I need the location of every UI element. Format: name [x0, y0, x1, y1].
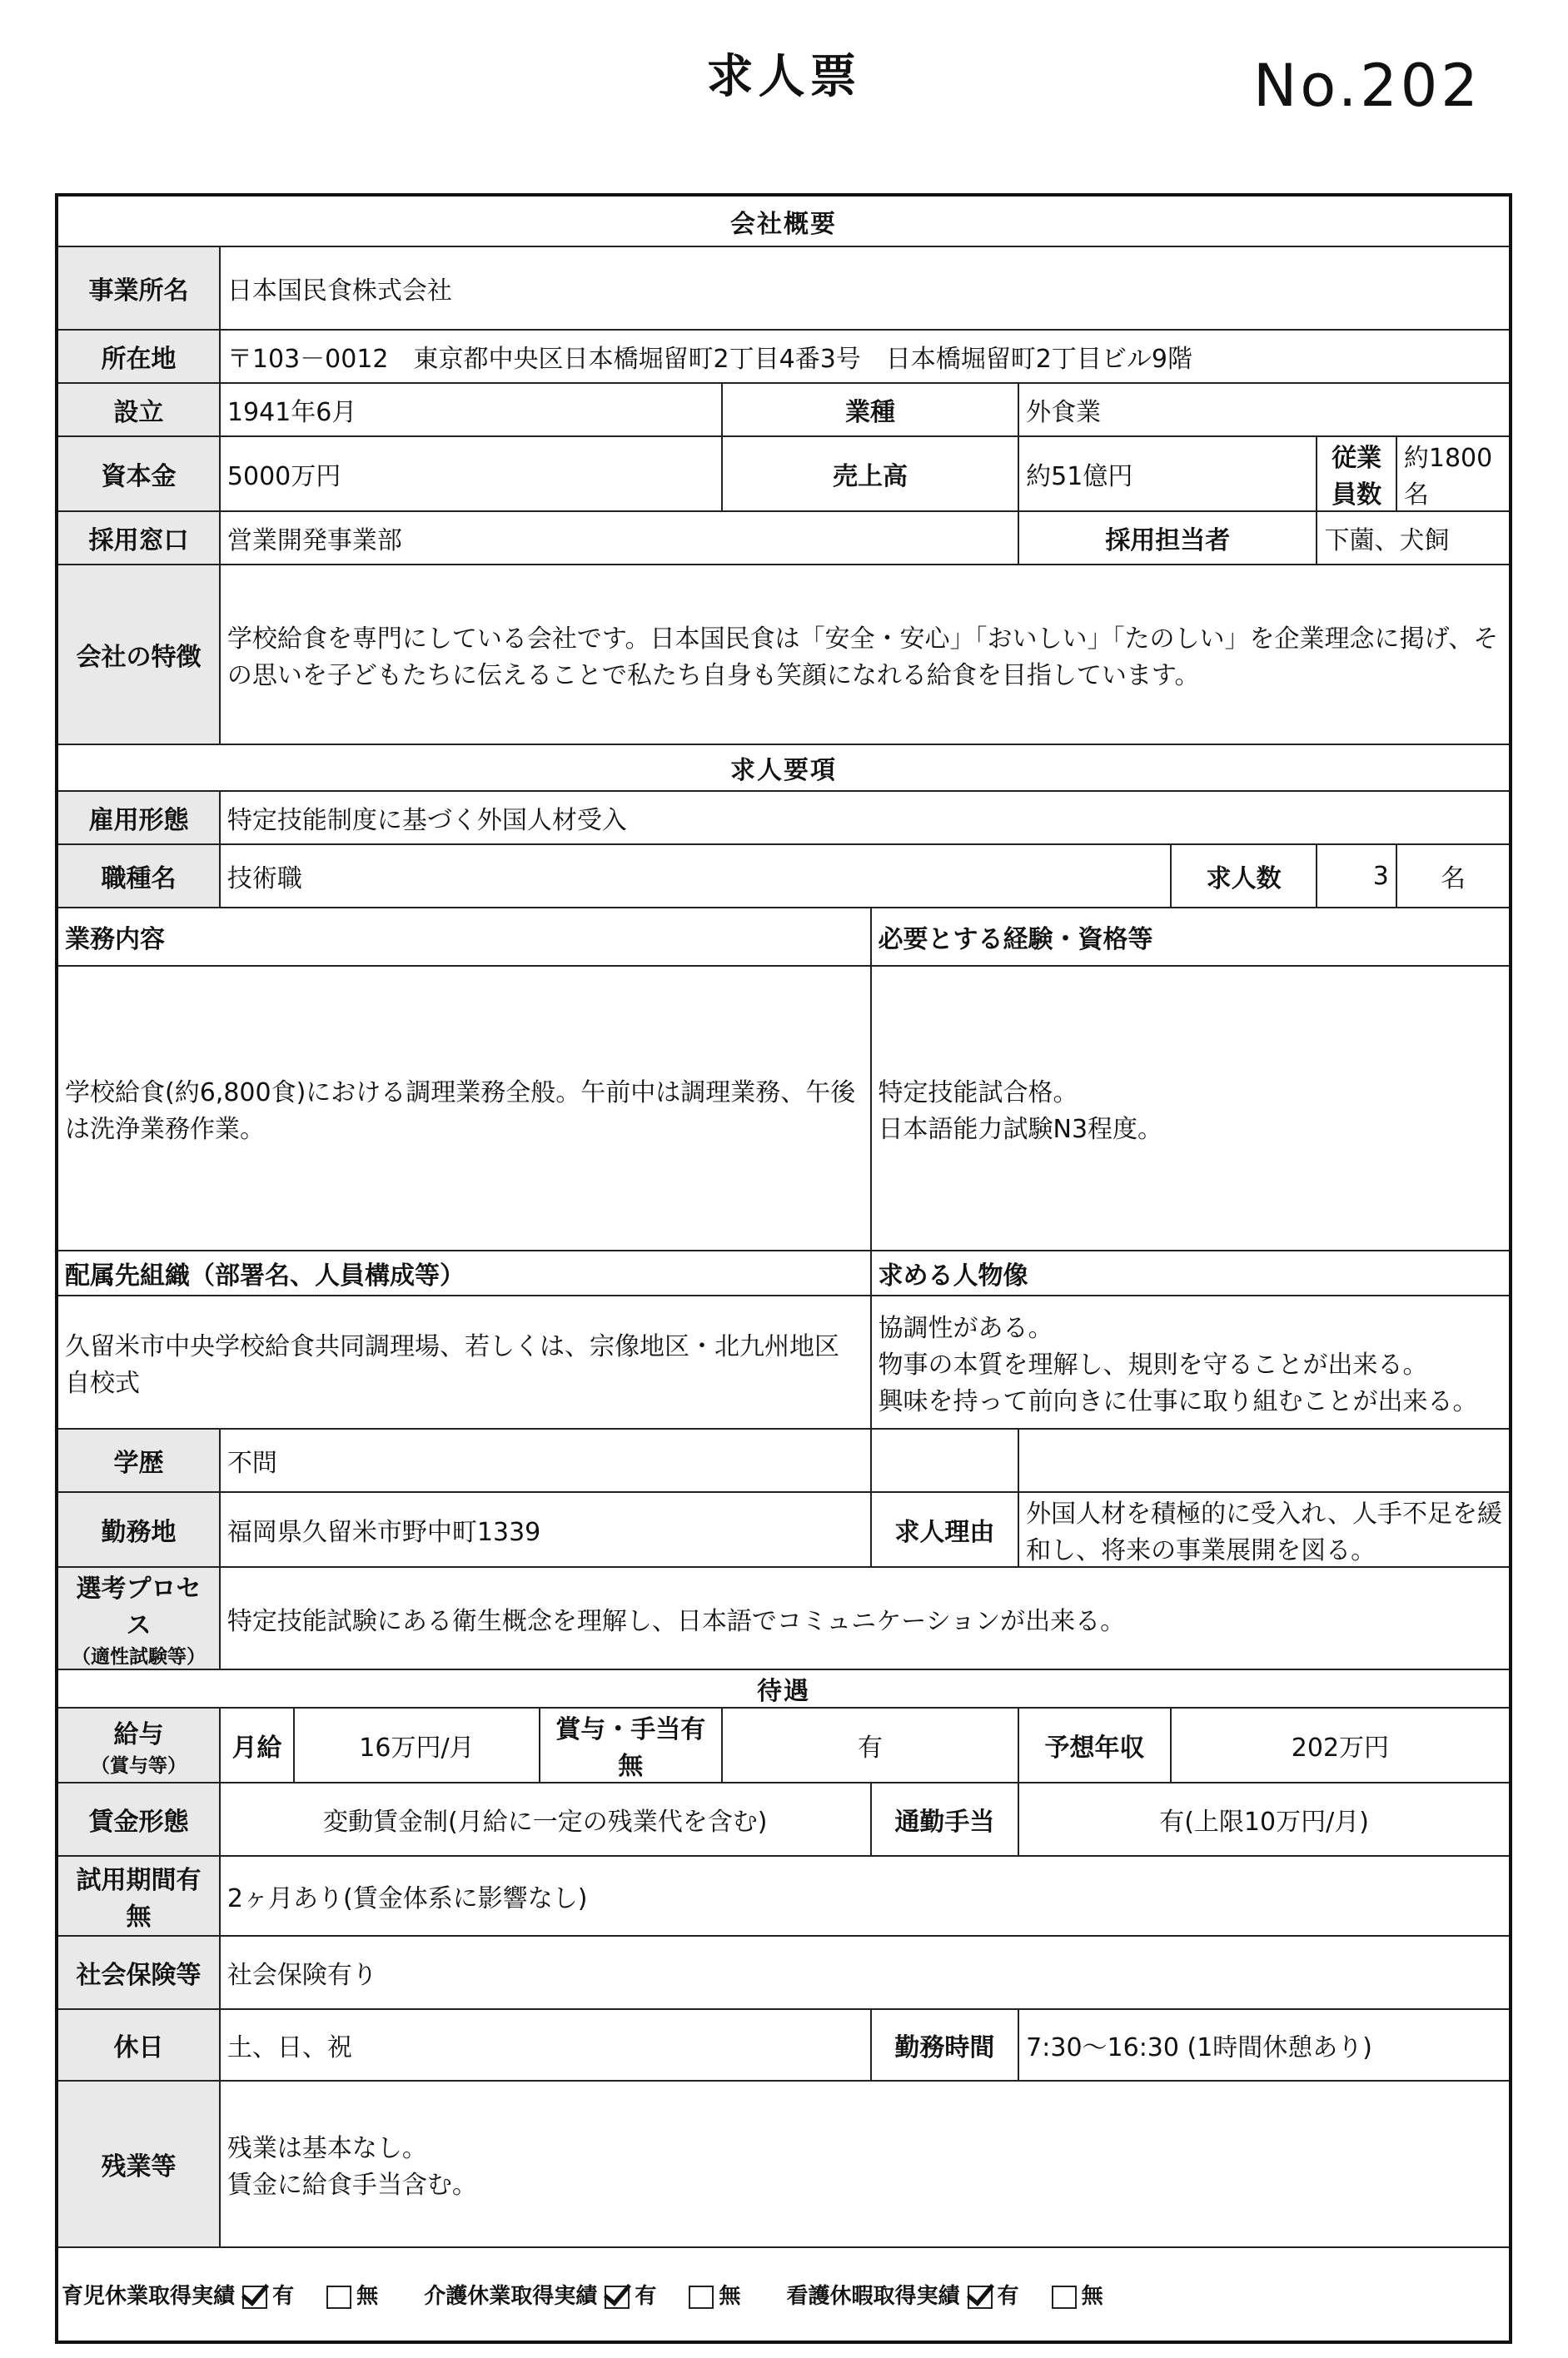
nursing-leave-label: 介護休業取得実績: [424, 2284, 598, 2309]
company-name-row: [57, 246, 1511, 330]
reason-value: 外国人材を積極的に受入れ、人手不足を緩和し、将来の事業展開を図る。: [1018, 1492, 1511, 1567]
sick-yes-label: 有: [997, 2284, 1019, 2309]
salary-label-sub: （賞与等）: [90, 1754, 187, 1777]
childcare-no-label: 無: [356, 2284, 379, 2309]
duties-label: 業務内容: [57, 908, 871, 966]
section-job-title: 求人要項: [57, 744, 1511, 791]
employment-value: 特定技能制度に基づく外国人材受入: [220, 791, 1511, 844]
founded-row: [57, 383, 1511, 436]
dept-row: [57, 1296, 1511, 1429]
trial-row: [57, 1856, 1511, 1936]
dept-header-row: [57, 1251, 1511, 1296]
overtime-value: [220, 2081, 1511, 2247]
persona-value: [871, 1296, 1511, 1429]
insurance-label: 社会保険等: [57, 1936, 220, 2009]
company-address: 〒103－0012 東京都中央区日本橋堀留町2丁目4番3号 日本橋堀留町2丁目ビル9階: [220, 330, 1511, 383]
nursing-no-label: 無: [719, 2284, 741, 2309]
childcare-yes-label: 有: [272, 2284, 295, 2309]
duties-header-row: [57, 908, 1511, 966]
capital-row: [57, 436, 1511, 511]
childcare-yes-checkbox[interactable]: [242, 2286, 267, 2309]
duties-row: [57, 966, 1511, 1251]
persona-item: 物事の本質を理解し、規則を守ることが出来る。: [878, 1351, 1428, 1380]
wage-type-row: [57, 1783, 1511, 1856]
commute-value: 有(上限10万円/月): [1018, 1783, 1511, 1856]
holidays-row: [57, 2009, 1511, 2081]
address-row: [57, 330, 1511, 383]
nursing-yes-checkbox[interactable]: [605, 2286, 630, 2309]
job-title-label: 職種名: [57, 844, 220, 908]
sales-value: 約51億円: [1018, 436, 1317, 511]
annual-label: 予想年収: [1018, 1708, 1171, 1783]
education-label: 学歴: [57, 1429, 220, 1492]
overtime-row: [57, 2081, 1511, 2247]
features-label: 会社の特徴: [57, 565, 220, 744]
company-features: 学校給食を専門にしている会社です。日本国民食は「安全・安心」「おいしい」「たのしい」を企業理念に掲げ、その思いを子どもたちに伝えることで私たち自身も笑顔になれる給食を目指しています。: [220, 565, 1511, 744]
sick-yes-checkbox[interactable]: [968, 2286, 993, 2309]
leave-row: [57, 2247, 1511, 2342]
overtime-item: 残業は基本なし。: [226, 2134, 427, 2163]
founded-label: 設立: [57, 383, 220, 436]
education-value: 不問: [220, 1429, 871, 1492]
persona-label: 求める人物像: [871, 1251, 1511, 1296]
company-name: 日本国民食株式会社: [220, 246, 1511, 330]
overtime-item: 賃金に給食手当含む。: [226, 2171, 477, 2200]
education-row: [57, 1429, 1511, 1492]
document-title: 求人票: [706, 50, 862, 104]
selection-label-main: 選考プロセス: [76, 1574, 202, 1640]
requirement-item: 日本語能力試験N3程度。: [878, 1115, 1163, 1144]
trial-label: 試用期間有無: [57, 1856, 220, 1936]
dept-label: 配属先組織（部署名、人員構成等）: [57, 1251, 871, 1296]
hours-label: 勤務時間: [871, 2009, 1019, 2081]
persona-item: 協調性がある。: [878, 1314, 1053, 1343]
empty-cell: [1018, 1429, 1511, 1492]
employment-label: 雇用形態: [57, 791, 220, 844]
industry-label: 業種: [722, 383, 1018, 436]
section-company-title: 会社概要: [57, 195, 1511, 246]
capital-label: 資本金: [57, 436, 220, 511]
job-title-value: 技術職: [220, 844, 1171, 908]
empty-cell: [871, 1429, 1019, 1492]
job-title-row: [57, 844, 1511, 908]
section-company-row: [57, 195, 1511, 246]
requirement-item: 特定技能試合格。: [878, 1078, 1078, 1107]
annual-value: 202万円: [1171, 1708, 1511, 1783]
employees-label: 従業員数: [1317, 436, 1396, 511]
job-offer-form: [55, 193, 1512, 2344]
overtime-label: 残業等: [57, 2081, 220, 2247]
hours-value: 7:30～16:30 (1時間休憩あり): [1018, 2009, 1511, 2081]
sales-label: 売上高: [722, 436, 1018, 511]
wage-type-value: 変動賃金制(月給に一定の残業代を含む): [220, 1783, 871, 1856]
monthly-value: 16万円/月: [294, 1708, 539, 1783]
location-value: 福岡県久留米市野中町1339: [220, 1492, 871, 1567]
childcare-leave-group: [62, 2279, 378, 2310]
section-treatment-row: [57, 1669, 1511, 1708]
capital-value: 5000万円: [220, 436, 722, 511]
window-value: 営業開発事業部: [220, 511, 1018, 565]
nursing-leave-group: [424, 2279, 740, 2310]
contact-value: 下薗、犬飼: [1317, 511, 1511, 565]
requirements-value: [871, 966, 1511, 1251]
monthly-label: 月給: [220, 1708, 294, 1783]
persona-item: 興味を持って前向きに仕事に取り組むことが出来る。: [878, 1387, 1478, 1416]
selection-label: [57, 1567, 220, 1669]
reason-label: 求人理由: [871, 1492, 1019, 1567]
location-row: [57, 1492, 1511, 1567]
sick-leave-group: [786, 2279, 1103, 2310]
selection-row: [57, 1567, 1511, 1669]
requirements-label: 必要とする経験・資格等: [871, 908, 1511, 966]
employment-row: [57, 791, 1511, 844]
document-number: No.202: [1253, 52, 1481, 120]
insurance-value: 社会保険有り: [220, 1936, 1511, 2009]
insurance-row: [57, 1936, 1511, 2009]
salary-row: [57, 1708, 1511, 1783]
contact-label: 採用担当者: [1018, 511, 1317, 565]
sick-leave-label: 看護休暇取得実績: [786, 2284, 960, 2309]
nursing-yes-label: 有: [635, 2284, 657, 2309]
address-label: 所在地: [57, 330, 220, 383]
founded-value: 1941年6月: [220, 383, 722, 436]
window-label: 採用窓口: [57, 511, 220, 565]
section-treatment-title: 待遇: [57, 1669, 1511, 1708]
wage-type-label: 賃金形態: [57, 1783, 220, 1856]
childcare-leave-label: 育児休業取得実績: [62, 2284, 236, 2309]
holidays-value: 土、日、祝: [220, 2009, 871, 2081]
childcare-no-checkbox[interactable]: [326, 2286, 351, 2309]
openings-value: 3: [1317, 844, 1396, 908]
holidays-label: 休日: [57, 2009, 220, 2081]
bonus-value: 有: [722, 1708, 1018, 1783]
openings-unit: 名: [1396, 844, 1511, 908]
company-name-label: 事業所名: [57, 246, 220, 330]
sick-no-checkbox[interactable]: [1052, 2286, 1077, 2309]
duties-value: 学校給食(約6,800食)における調理業務全般。午前中は調理業務、午後は洗浄業務作業。: [57, 966, 871, 1251]
recruiting-row: [57, 511, 1511, 565]
section-job-row: [57, 744, 1511, 791]
bonus-label: 賞与・手当有無: [540, 1708, 722, 1783]
trial-value: 2ヶ月あり(賃金体系に影響なし): [220, 1856, 1511, 1936]
features-row: [57, 565, 1511, 744]
location-label: 勤務地: [57, 1492, 220, 1567]
selection-value: 特定技能試験にある衛生概念を理解し、日本語でコミュニケーションが出来る。: [220, 1567, 1511, 1669]
nursing-no-checkbox[interactable]: [689, 2286, 714, 2309]
employees-value: 約1800名: [1396, 436, 1511, 511]
commute-label: 通勤手当: [871, 1783, 1019, 1856]
industry-value: 外食業: [1018, 383, 1511, 436]
selection-label-sub: （適性試験等）: [71, 1646, 206, 1668]
openings-label: 求人数: [1171, 844, 1317, 908]
leave-records: [57, 2247, 1511, 2342]
sick-no-label: 無: [1081, 2284, 1103, 2309]
dept-value: 久留米市中央学校給食共同調理場、若しくは、宗像地区・北九州地区自校式: [57, 1296, 871, 1429]
salary-label-main: 給与: [113, 1719, 164, 1749]
salary-label: [57, 1708, 220, 1783]
